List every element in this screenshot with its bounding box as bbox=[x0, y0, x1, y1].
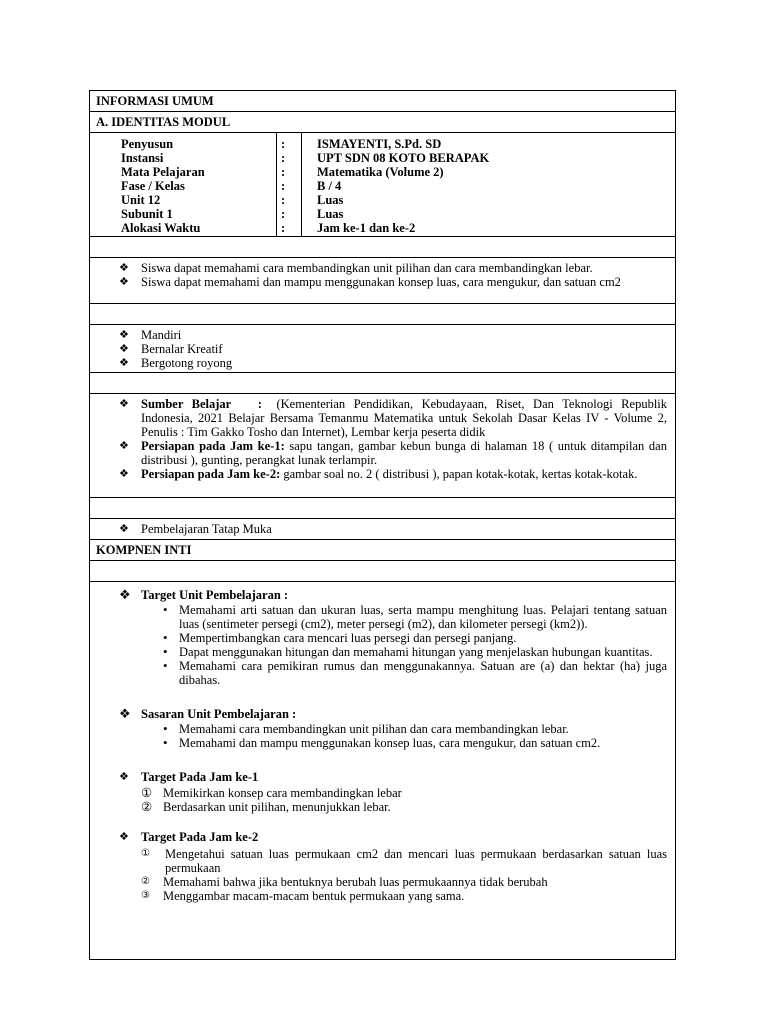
sasaran-unit-block bbox=[119, 707, 667, 750]
empty-row bbox=[90, 498, 675, 519]
diamond-bullet-icon: ❖ bbox=[119, 831, 129, 843]
target-jam1-text: Memikirkan konsep cara membandingkan lebar bbox=[163, 786, 402, 800]
persiapan-jam1-text: sapu tangan, gambar kebun bunga di halaman 18 ( untuk ditampilan dan distribusi ), gunting, perangkat lunak terlampir. bbox=[141, 439, 667, 467]
identity-value: UPT SDN 08 KOTO BERAPAK bbox=[317, 151, 490, 165]
komponen-inti-content bbox=[90, 582, 675, 959]
module-document bbox=[89, 90, 676, 960]
identity-label: Alokasi Waktu bbox=[121, 221, 201, 235]
target-jam1-title: Target Pada Jam ke-1 bbox=[141, 770, 259, 784]
profil-item: ❖ Bernalar Kreatif bbox=[119, 342, 667, 356]
identity-label: Fase / Kelas bbox=[121, 179, 185, 193]
target-jam2-item bbox=[141, 875, 667, 889]
target-unit-item: • Memahami arti satuan dan ukuran luas, serta mampu menghitung luas. Pelajari tentang satuan luas (sentimeter persegi (cm2), meter persegi (m2), dan kilometer persegi (km2)). bbox=[163, 603, 667, 631]
identity-row bbox=[90, 137, 675, 151]
identity-value: B / 4 bbox=[317, 179, 342, 193]
section-header-informasi-umum: INFORMASI UMUM bbox=[90, 91, 675, 112]
identity-value: Luas bbox=[317, 207, 344, 221]
tujuan-item: ❖ Siswa dapat memahami dan mampu menggunakan konsep luas, cara mengukur, dan satuan cm2 bbox=[119, 275, 667, 289]
identity-value: Luas bbox=[317, 193, 344, 207]
identity-label: Subunit 1 bbox=[121, 207, 173, 221]
identity-value: ISMAYENTI, S.Pd. SD bbox=[317, 137, 442, 151]
sasaran-unit-item: • Memahami dan mampu menggunakan konsep luas, cara mengukur, dan satuan cm2. bbox=[163, 736, 667, 750]
identity-separator: : bbox=[281, 137, 286, 151]
identity-table bbox=[90, 133, 675, 237]
target-jam1-block bbox=[119, 770, 667, 814]
profil-item: ❖ Bergotong royong bbox=[119, 356, 667, 370]
identity-separator: : bbox=[281, 221, 286, 235]
identity-separator: : bbox=[281, 207, 286, 221]
sumber-belajar-item bbox=[119, 397, 667, 439]
identity-separator: : bbox=[281, 165, 286, 179]
identity-row bbox=[90, 179, 675, 193]
circled-number: ② bbox=[141, 876, 150, 887]
section-header-komponen-inti: KOMPNEN INTI bbox=[90, 540, 675, 561]
identity-label: Mata Pelajaran bbox=[121, 165, 205, 179]
persiapan-jam2-label: Persiapan pada Jam ke-2: bbox=[141, 467, 281, 481]
target-jam1-item bbox=[141, 786, 667, 800]
identity-value: Matematika (Volume 2) bbox=[317, 165, 444, 179]
identity-label: Penyusun bbox=[121, 137, 174, 151]
sumber-belajar-label: Sumber Belajar bbox=[141, 397, 232, 411]
persiapan-jam1-label: Persiapan pada Jam ke-1: bbox=[141, 439, 285, 453]
section-header-identitas-modul: A. IDENTITAS MODUL bbox=[90, 112, 675, 133]
model-section bbox=[90, 519, 675, 540]
target-unit-item: • Mempertimbangkan cara mencari luas persegi dan persegi panjang. bbox=[163, 631, 667, 645]
identity-value: Jam ke-1 dan ke-2 bbox=[317, 221, 416, 235]
empty-row bbox=[90, 237, 675, 258]
circled-number: ③ bbox=[141, 890, 150, 901]
tujuan-section bbox=[90, 258, 675, 304]
target-jam2-text: Mengetahui satuan luas permukaan cm2 dan mencari luas permukaan berdasarkan satuan luas permukaan bbox=[165, 847, 667, 875]
identity-row bbox=[90, 221, 675, 235]
sumber-belajar-separator: : bbox=[257, 397, 262, 411]
empty-row bbox=[90, 373, 675, 394]
profil-section bbox=[90, 325, 675, 373]
diamond-bullet-icon: ❖ bbox=[119, 587, 131, 602]
target-unit-block bbox=[119, 588, 667, 687]
empty-row bbox=[90, 561, 675, 582]
target-unit-item: • Memahami cara pemikiran rumus dan menggunakannya. Satuan are (a) dan hektar (ha) juga dibahas. bbox=[163, 659, 667, 687]
identity-separator: : bbox=[281, 179, 286, 193]
target-jam2-text: Memahami bahwa jika bentuknya berubah luas permukaannya tidak berubah bbox=[163, 875, 548, 889]
identity-label: Instansi bbox=[121, 151, 164, 165]
target-unit-item: • Dapat menggunakan hitungan dan memahami hitungan yang menjelaskan hubungan kuantitas. bbox=[163, 645, 667, 659]
column-divider bbox=[276, 133, 277, 236]
identity-label: Unit 12 bbox=[121, 193, 161, 207]
diamond-bullet-icon: ❖ bbox=[119, 771, 129, 783]
circled-number: ① bbox=[141, 848, 150, 859]
persiapan-jam2-item bbox=[119, 467, 667, 481]
circled-number: ① bbox=[141, 786, 153, 800]
persiapan-jam1-item bbox=[119, 439, 667, 467]
target-jam2-item bbox=[141, 889, 667, 903]
identity-separator: : bbox=[281, 151, 286, 165]
identity-row bbox=[90, 207, 675, 221]
identity-row bbox=[90, 165, 675, 179]
target-jam2-title: Target Pada Jam ke-2 bbox=[141, 830, 259, 844]
sarana-section bbox=[90, 394, 675, 498]
tujuan-item: ❖ Siswa dapat memahami cara membandingkan unit pilihan dan cara membandingkan lebar. bbox=[119, 261, 667, 275]
sasaran-unit-item: • Memahami cara membandingkan unit pilihan dan cara membandingkan lebar. bbox=[163, 722, 667, 736]
target-jam1-item bbox=[141, 800, 667, 814]
empty-row bbox=[90, 304, 675, 325]
target-jam1-text: Berdasarkan unit pilihan, menunjukkan lebar. bbox=[163, 800, 391, 814]
model-item: ❖ Pembelajaran Tatap Muka bbox=[119, 522, 667, 536]
sumber-belajar-text: (Kementerian Pendidikan, Kebudayaan, Riset, Dan Teknologi Republik Indonesia, 2021 Belajar Bersama Temanmu Matematika untuk Sekolah Dasar Kelas IV - Volume 2, Penulis : Tim Gakko Tosho dan Internet), Lembar kerja peserta didik bbox=[141, 397, 668, 439]
circled-number: ② bbox=[141, 800, 153, 814]
target-unit-title: Target Unit Pembelajaran : bbox=[141, 588, 289, 602]
sasaran-unit-title: Sasaran Unit Pembelajaran : bbox=[141, 707, 297, 721]
target-jam2-item bbox=[141, 847, 667, 875]
identity-row bbox=[90, 193, 675, 207]
target-jam2-text: Menggambar macam-macam bentuk permukaan yang sama. bbox=[163, 889, 465, 903]
target-jam2-block bbox=[119, 830, 667, 903]
column-divider bbox=[301, 133, 302, 236]
profil-item: ❖ Mandiri bbox=[119, 328, 667, 342]
identity-separator: : bbox=[281, 193, 286, 207]
persiapan-jam2-text: gambar soal no. 2 ( distribusi ), papan kotak-kotak, kertas kotak-kotak. bbox=[280, 467, 638, 481]
identity-row bbox=[90, 151, 675, 165]
diamond-bullet-icon: ❖ bbox=[119, 706, 131, 721]
